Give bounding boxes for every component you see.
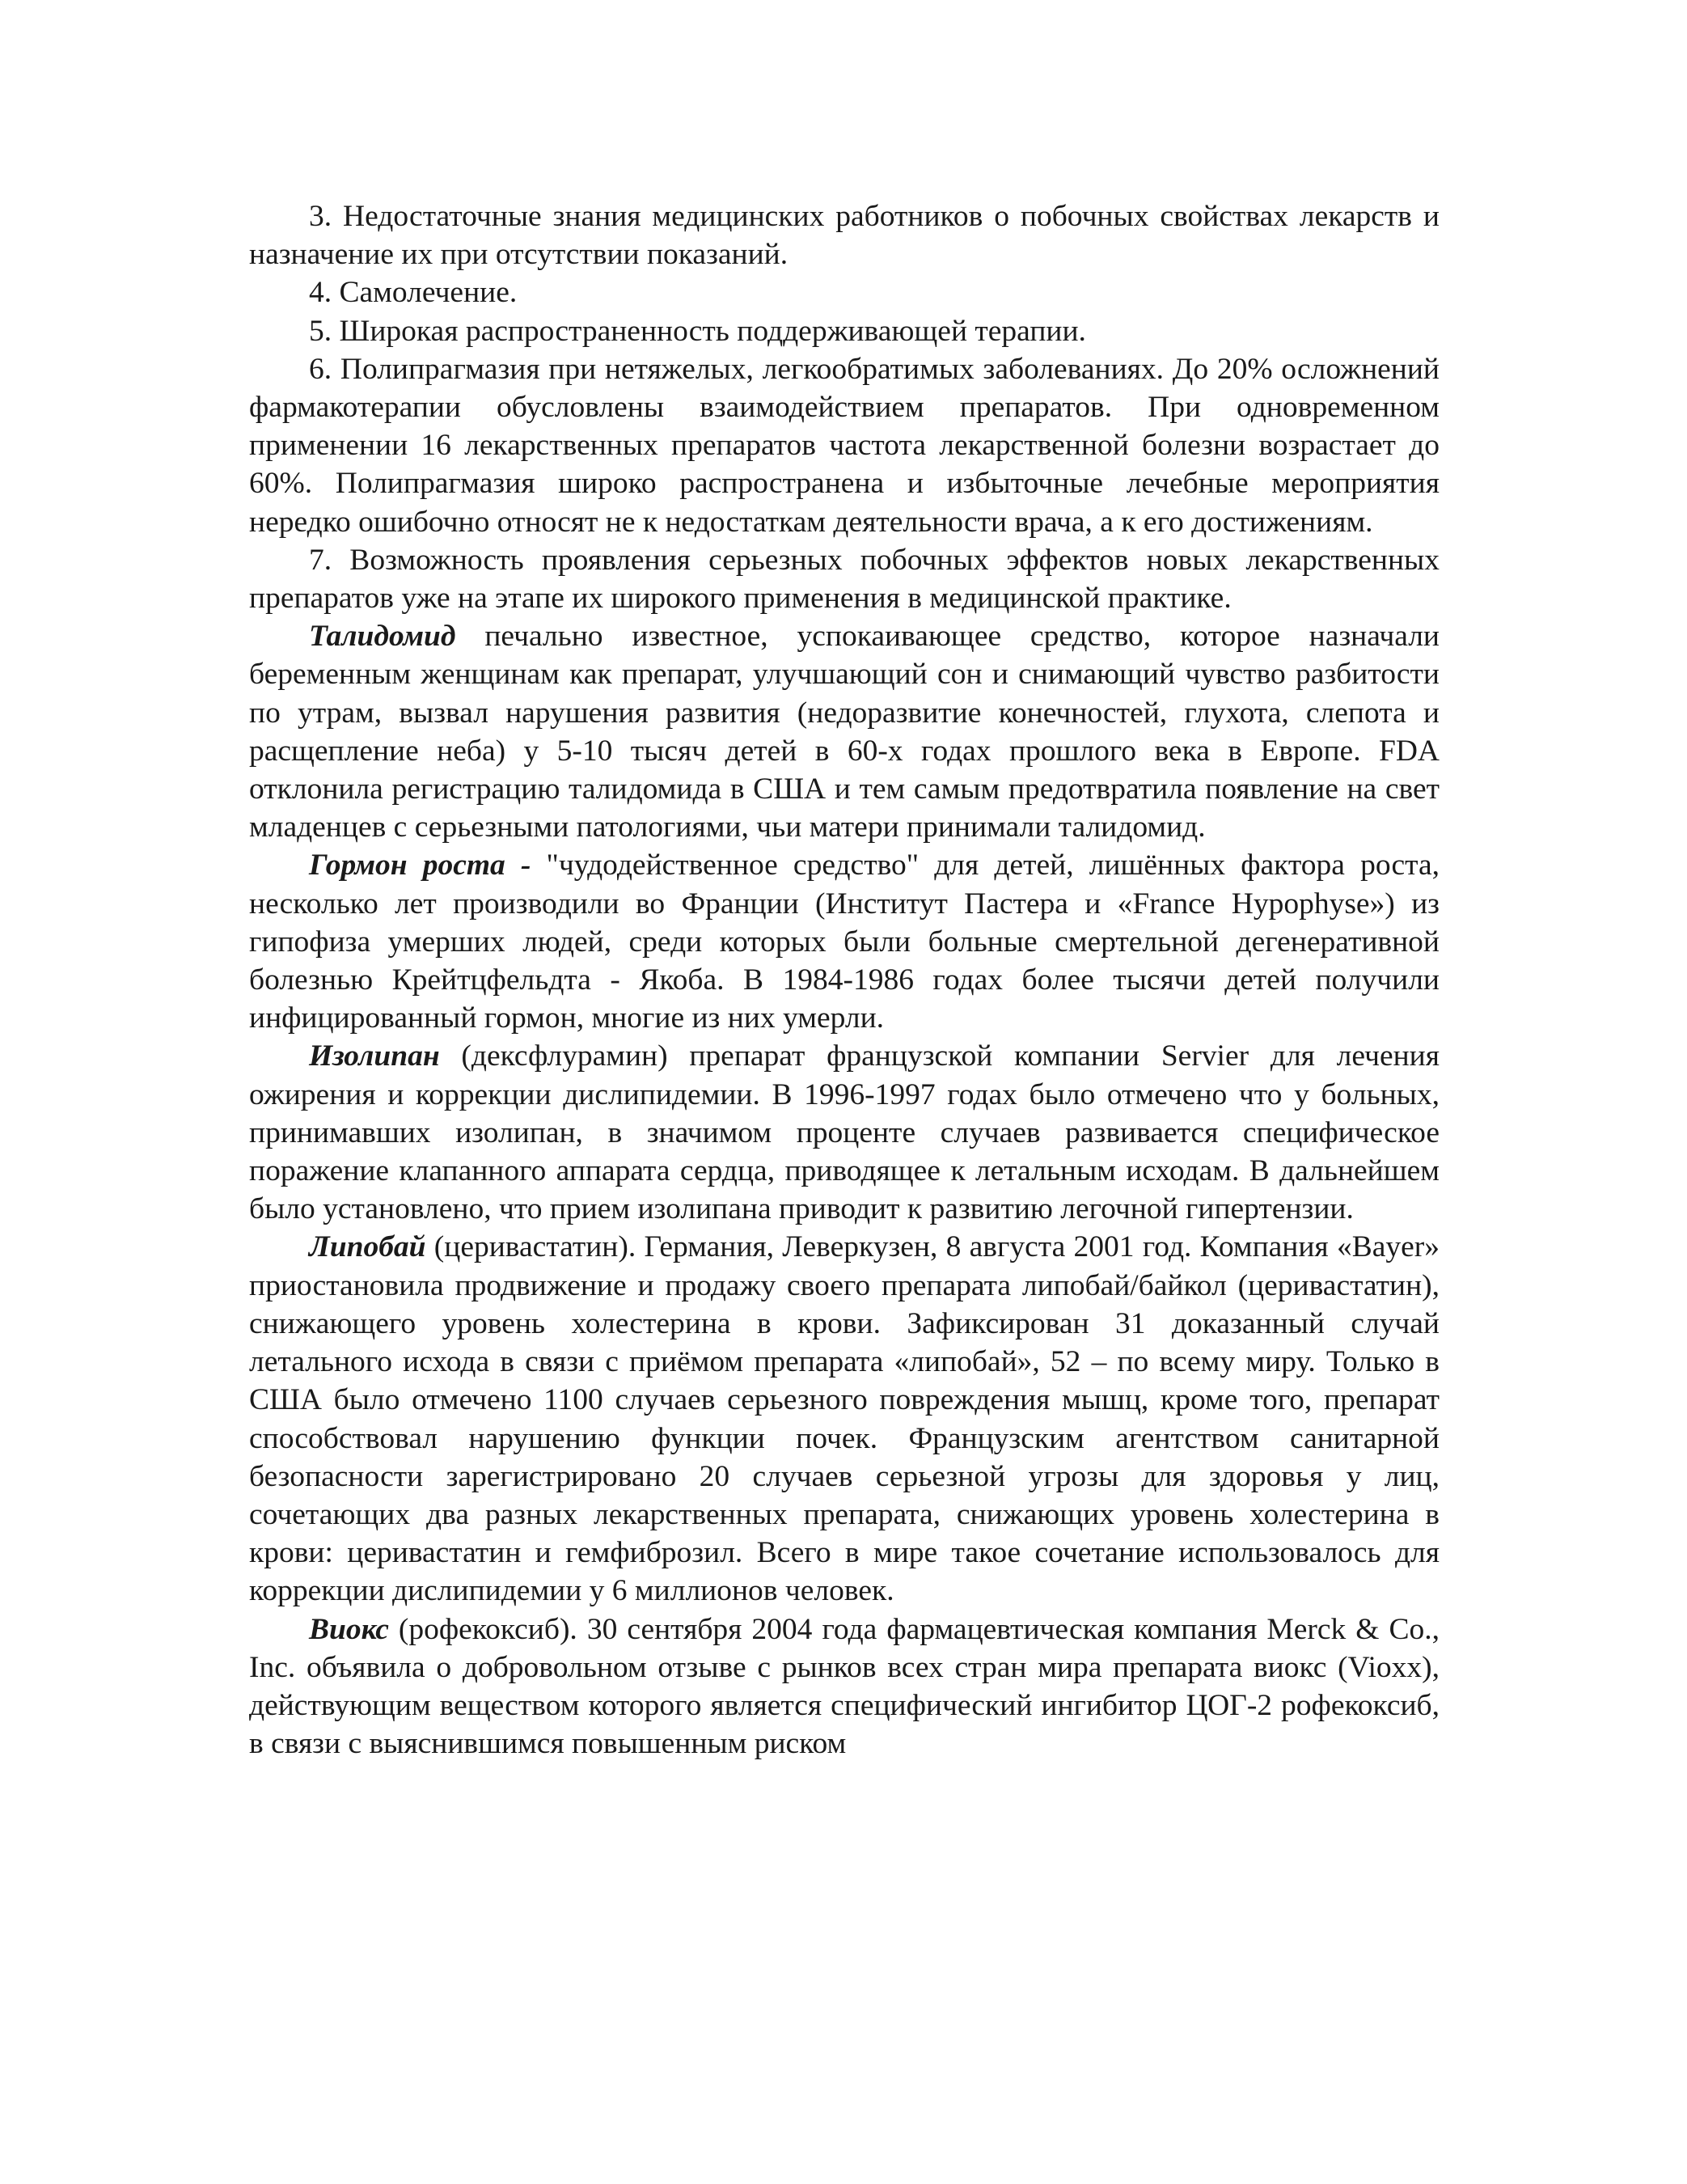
paragraph-text: 3. Недостаточные знания медицинских работников о побочных свойствах лекарств и назначение их при отсутствии показаний.	[249, 200, 1440, 272]
paragraph-text: (рофекоксиб). 30 сентября 2004 года фармацевтическая компания Merck & Co., Inc. объявила о добровольном отзыве с рынков всех стран мира препарата виокс (Vioxx), действующим веществом которого является специфический ингибитор ЦОГ-2 рофекоксиб, в связи с выяснившимся повышенным риском	[249, 1612, 1440, 1761]
drug-term: Талидомид	[309, 620, 456, 654]
drug-term: Липобай	[309, 1230, 426, 1264]
drug-term: Изолипан	[309, 1039, 440, 1073]
paragraph-lipobay	[249, 1228, 1440, 1610]
document-body	[249, 197, 1440, 1763]
paragraph-text: (церивастатин). Германия, Леверкузен, 8 августа 2001 год. Компания «Bayer» приостановила продвижение и продажу своего препарата липобай/байкол (церивастатин), снижающего уровень холестерина в крови. Зафиксирован 31 доказанный случай летального исхода в связи с приёмом препарата «липобай», 52 – по всему миру. Только в США было отмечено 1100 случаев серьезного повреждения мышц, кроме того, препарат способствовал нарушению функции почек. Французским агентством санитарной безопасности зарегистрировано 20 случаев серьезной угрозы для здоровья у лиц, сочетающих два разных лекарственных препарата, снижающих уровень холестерина в крови: церивастатин и гемфиброзил. Всего в мире такое сочетание использовалось для коррекции дислипидемии у 6 миллионов человек.	[249, 1230, 1440, 1608]
paragraph-growth-hormone	[249, 846, 1440, 1037]
paragraph-isolipan	[249, 1037, 1440, 1228]
paragraph-vioxx	[249, 1610, 1440, 1763]
drug-term: Виокс	[309, 1612, 389, 1646]
drug-term: Гормон роста -	[309, 849, 531, 882]
paragraph-text: 5. Широкая распространенность поддерживающей терапии.	[309, 314, 1086, 348]
paragraph-text: печально известное, успокаивающее средство, которое назначали беременным женщинам как препарат, улучшающий сон и снимающий чувство разбитости по утрам, вызвал нарушения развития (недоразвитие конечностей, глухота, слепота и расщепление неба) у 5-10 тысяч детей в 60-х годах прошлого века в Европе. FDA отклонила регистрацию талидомида в США и тем самым предотвратила появление на свет младенцев с серьезными патологиями, чьи матери принимали талидомид.	[249, 620, 1440, 844]
paragraph-text: "чудодейственное средство" для детей, лишённых фактора роста, несколько лет производили во Франции (Институт Пастера и «France Hypophyse») из гипофиза умерших людей, среди которых были больные смертельной дегенеративной болезнью Крейтцфельдта - Якоба. В 1984-1986 годах более тысячи детей получили инфицированный гормон, многие из них умерли.	[249, 849, 1440, 1035]
paragraph-text: 7. Возможность проявления серьезных побочных эффектов новых лекарственных препаратов уже на этапе их широкого применения в медицинской практике.	[249, 543, 1440, 616]
list-item-3	[249, 197, 1440, 273]
paragraph-text: (дексфлурамин) препарат французской компании Servier для лечения ожирения и коррекции дислипидемии. В 1996-1997 годах было отмечено что у больных, принимавших изолипан, в значимом проценте случаев развивается специфическое поражение клапанного аппарата сердца, приводящее к летальным исходам. В дальнейшем было установлено, что прием изолипана приводит к развитию легочной гипертензии.	[249, 1039, 1440, 1226]
list-item-4	[249, 273, 1440, 311]
list-item-7	[249, 541, 1440, 617]
list-item-6	[249, 350, 1440, 541]
paragraph-text: 4. Самолечение.	[309, 276, 518, 310]
paragraph-text: 6. Полипрагмазия при нетяжелых, легкообратимых заболеваниях. До 20% осложнений фармакотерапии обусловлены взаимодействием препаратов. При одновременном применении 16 лекарственных препаратов частота лекарственной болезни возрастает до 60%. Полипрагмазия широко распространена и избыточные лечебные мероприятия нередко ошибочно относят не к недостаткам деятельности врача, а к его достижениям.	[249, 352, 1440, 539]
list-item-5	[249, 312, 1440, 350]
paragraph-thalidomide	[249, 617, 1440, 846]
